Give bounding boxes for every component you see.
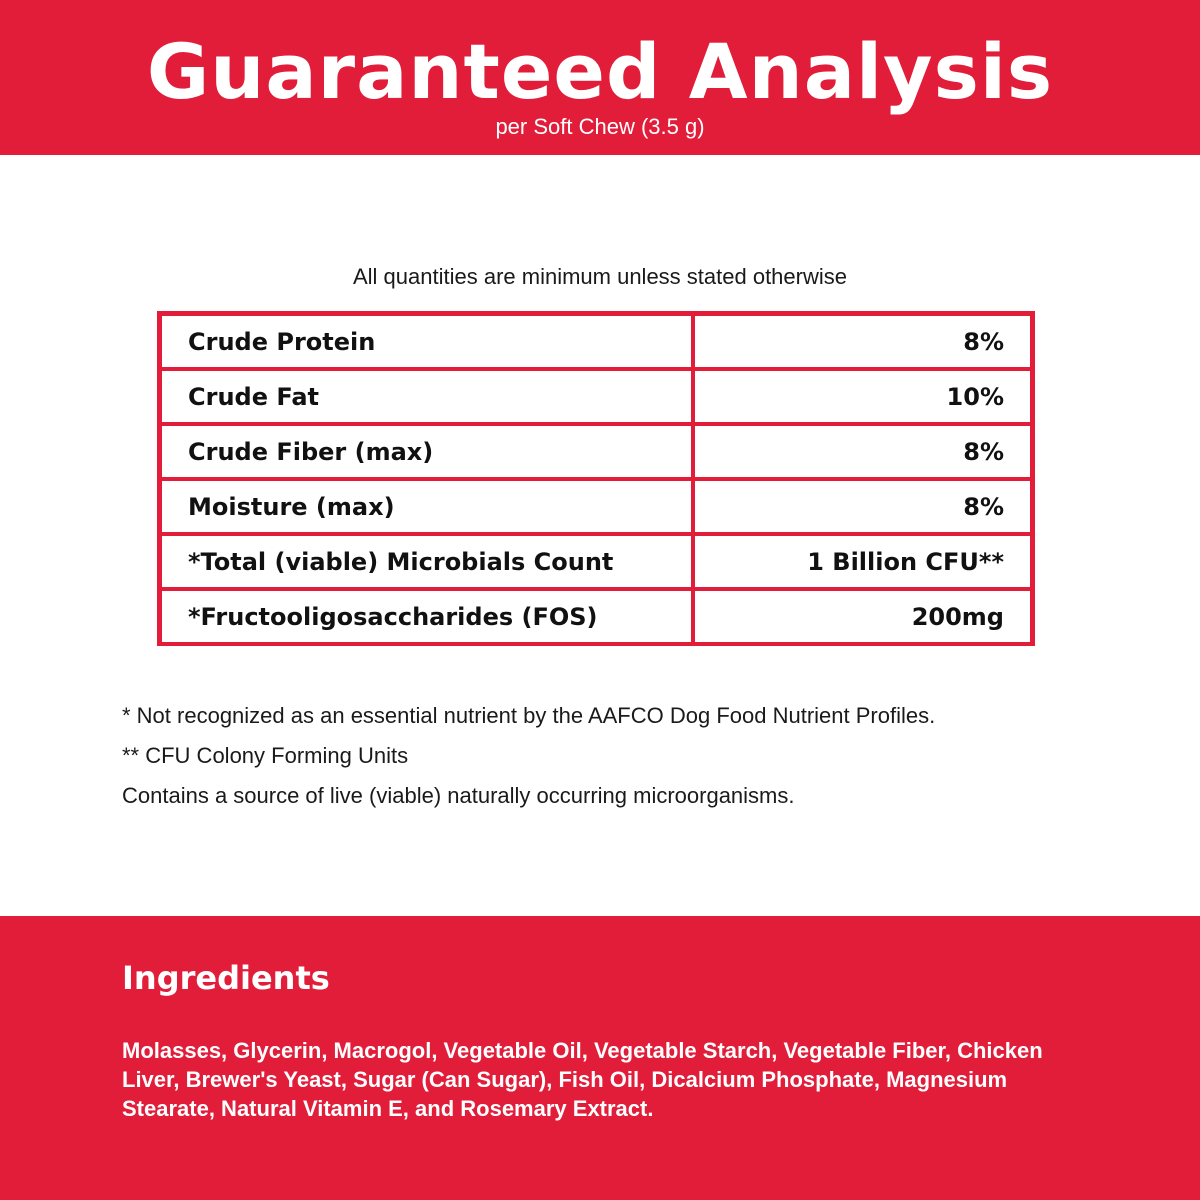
footnote-cfu: ** CFU Colony Forming Units: [122, 743, 409, 768]
nutrient-name: *Fructooligosaccharides (FOS): [162, 591, 691, 642]
nutrient-name: Crude Fiber (max): [162, 426, 691, 477]
nutrient-value: 1 Billion CFU**: [695, 536, 1030, 587]
table-row: [162, 591, 1030, 642]
footnotes: [122, 696, 1122, 816]
nutrient-value: 8%: [695, 481, 1030, 532]
analysis-table: [157, 311, 1035, 646]
footnote-aafco: * Not recognized as an essential nutrient by the AAFCO Dog Food Nutrient Profiles.: [122, 703, 936, 728]
nutrient-value: 10%: [695, 371, 1030, 422]
nutrient-value: 8%: [695, 426, 1030, 477]
page-subtitle: per Soft Chew (3.5 g): [495, 114, 705, 139]
footnote-live-microorganisms: Contains a source of live (viable) naturally occurring microorganisms.: [122, 783, 795, 808]
nutrient-value: 200mg: [695, 591, 1030, 642]
nutrient-value: 8%: [695, 316, 1030, 367]
table-row: [162, 481, 1030, 532]
ingredients-list: Molasses, Glycerin, Macrogol, Vegetable Oil, Vegetable Starch, Vegetable Fiber, Chicken Liver, Brewer's Yeast, Sugar (Can Sugar), Fish Oil, Dicalcium Phosphate, Magnesium Stearate, Natural Vitamin E, and Rosemary Extract.: [122, 1038, 1043, 1121]
nutrient-name: Crude Fat: [162, 371, 691, 422]
nutrient-name: *Total (viable) Microbials Count: [162, 536, 691, 587]
table-row: [162, 426, 1030, 477]
table-row: [162, 371, 1030, 422]
page-title: Guaranteed Analysis: [146, 27, 1054, 116]
quantities-note: All quantities are minimum unless stated otherwise: [352, 264, 847, 289]
ingredients-title: Ingredients: [122, 959, 330, 997]
table-row: [162, 536, 1030, 587]
table-row: [162, 316, 1030, 367]
nutrient-name: Moisture (max): [162, 481, 691, 532]
nutrient-name: Crude Protein: [162, 316, 691, 367]
